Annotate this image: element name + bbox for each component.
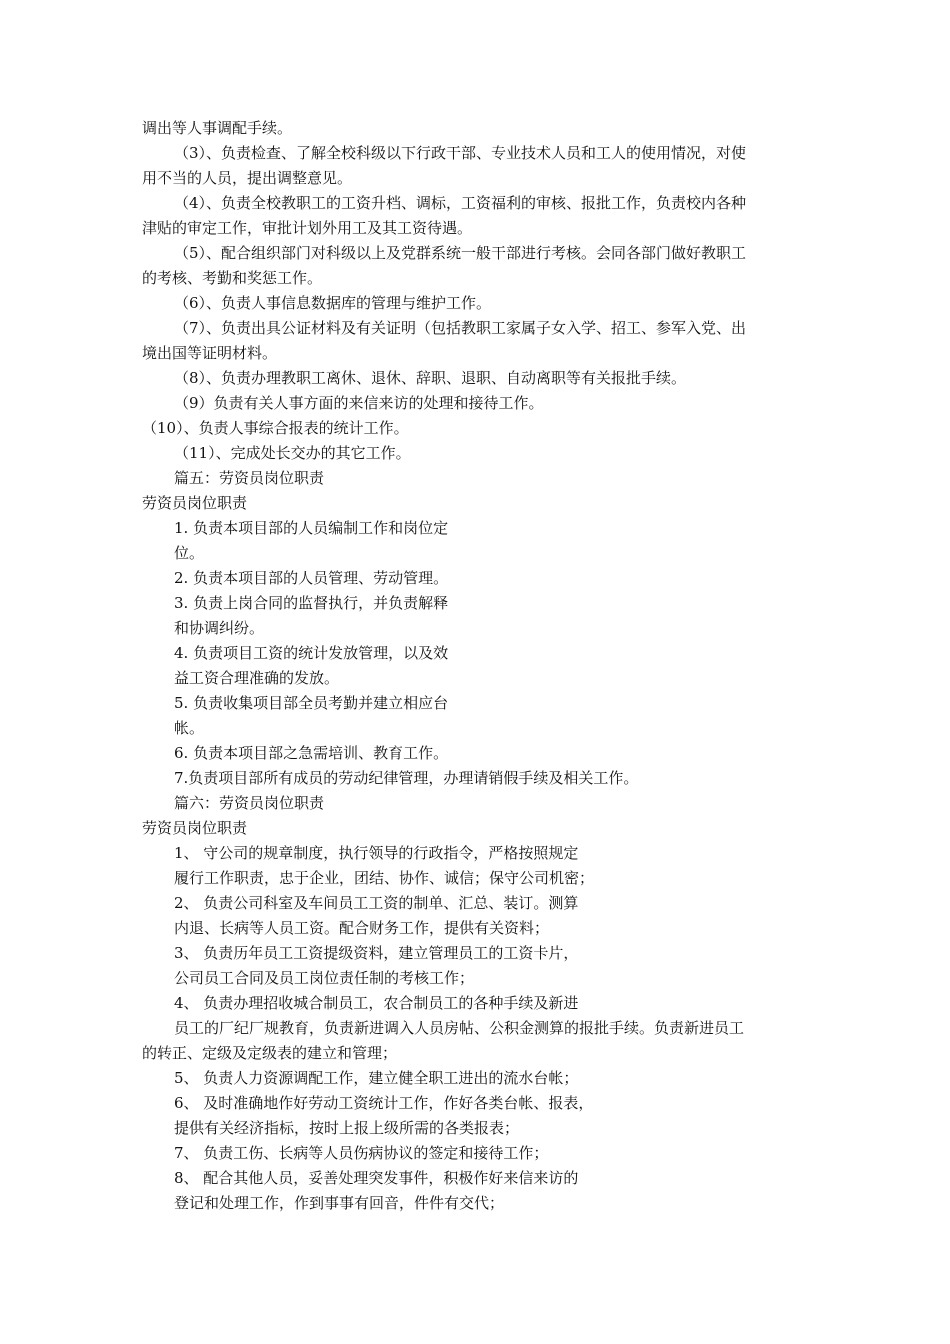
list-item: 4. 负责项目工资的统计发放管理，以及效: [174, 644, 449, 662]
section-title: 劳资员岗位职责: [142, 494, 248, 512]
text-line: 内退、长病等人员工资。配合财务工作，提供有关资料；: [174, 919, 550, 937]
text-line: 和协调纠纷。: [174, 619, 265, 637]
text-line: 提供有关经济指标，按时上报上级所需的各类报表；: [174, 1119, 520, 1137]
text-line: 员工的厂纪厂规教育，负责新进调入人员房帖、公积金测算的报批手续。负责新进员工: [174, 1019, 745, 1037]
section-heading: 篇六：劳资员岗位职责: [174, 794, 325, 812]
text-line: 登记和处理工作，作到事事有回音，件件有交代；: [174, 1194, 505, 1212]
list-item: 7.负责项目部所有成员的劳动纪律管理，办理请销假手续及相关工作。: [174, 769, 639, 787]
list-item: 5. 负责收集项目部全员考勤并建立相应台: [174, 694, 449, 712]
list-item: 7、 负责工伤、长病等人员伤病协议的签定和接待工作；: [174, 1144, 549, 1162]
text-line: 帐。: [174, 719, 205, 737]
text-line: （6）、负责人事信息数据库的管理与维护工作。: [174, 294, 492, 312]
text-line: 的转正、定级及定级表的建立和管理；: [142, 1044, 398, 1062]
text-line: （10）、负责人事综合报表的统计工作。: [142, 419, 409, 437]
text-line: （11）、完成处长交办的其它工作。: [174, 444, 411, 462]
text-line: （7）、负责出具公证材料及有关证明（包括教职工家属子女入学、招工、参军入党、出: [174, 319, 747, 337]
text-line: 境出国等证明材料。: [142, 344, 278, 362]
text-line: （8）、负责办理教职工离休、退休、辞职、退职、自动离职等有关报批手续。: [174, 369, 687, 387]
text-line: （3）、负责检查、了解全校科级以下行政干部、专业技术人员和工人的使用情况，对使: [174, 144, 747, 162]
text-line: 位。: [174, 544, 205, 562]
list-item: 8、 配合其他人员，妥善处理突发事件，积极作好来信来访的: [174, 1169, 579, 1187]
text-line: （9）负责有关人事方面的来信来访的处理和接待工作。: [174, 394, 544, 412]
list-item: 1. 负责本项目部的人员编制工作和岗位定: [174, 519, 449, 537]
text-line: 公司员工合同及员工岗位责任制的考核工作；: [174, 969, 475, 987]
list-item: 6. 负责本项目部之急需培训、教育工作。: [174, 744, 449, 762]
text-line: 用不当的人员，提出调整意见。: [142, 169, 353, 187]
list-item: 5、 负责人力资源调配工作，建立健全职工进出的流水台帐；: [174, 1069, 579, 1087]
section-title: 劳资员岗位职责: [142, 819, 248, 837]
list-item: 1、 守公司的规章制度，执行领导的行政指令，严格按照规定: [174, 844, 579, 862]
text-line: （4）、负责全校教职工的工资升档、调标，工资福利的审核、报批工作，负责校内各种: [174, 194, 747, 212]
list-item: 2、 负责公司科室及车间员工工资的制单、汇总、装订。测算: [174, 894, 579, 912]
list-item: 3、 负责历年员工工资提级资料，建立管理员工的工资卡片，: [174, 944, 579, 962]
list-item: 2. 负责本项目部的人员管理、劳动管理。: [174, 569, 449, 587]
text-line: 津贴的审定工作，审批计划外用工及其工资待遇。: [142, 219, 473, 237]
text-line: （5）、配合组织部门对科级以上及党群系统一般干部进行考核。会同各部门做好教职工: [174, 244, 747, 262]
text-line: 的考核、考勤和奖惩工作。: [142, 269, 323, 287]
list-item: 4、 负责办理招收城合制员工，农合制员工的各种手续及新进: [174, 994, 579, 1012]
text-line: 调出等人事调配手续。: [142, 119, 293, 137]
list-item: 3. 负责上岗合同的监督执行，并负责解释: [174, 594, 449, 612]
text-line: 益工资合理准确的发放。: [174, 669, 340, 687]
section-heading: 篇五：劳资员岗位职责: [174, 469, 325, 487]
list-item: 6、 及时准确地作好劳动工资统计工作，作好各类台帐、报表，: [174, 1094, 594, 1112]
text-line: 履行工作职责，忠于企业，团结、协作、诚信；保守公司机密；: [174, 869, 595, 887]
